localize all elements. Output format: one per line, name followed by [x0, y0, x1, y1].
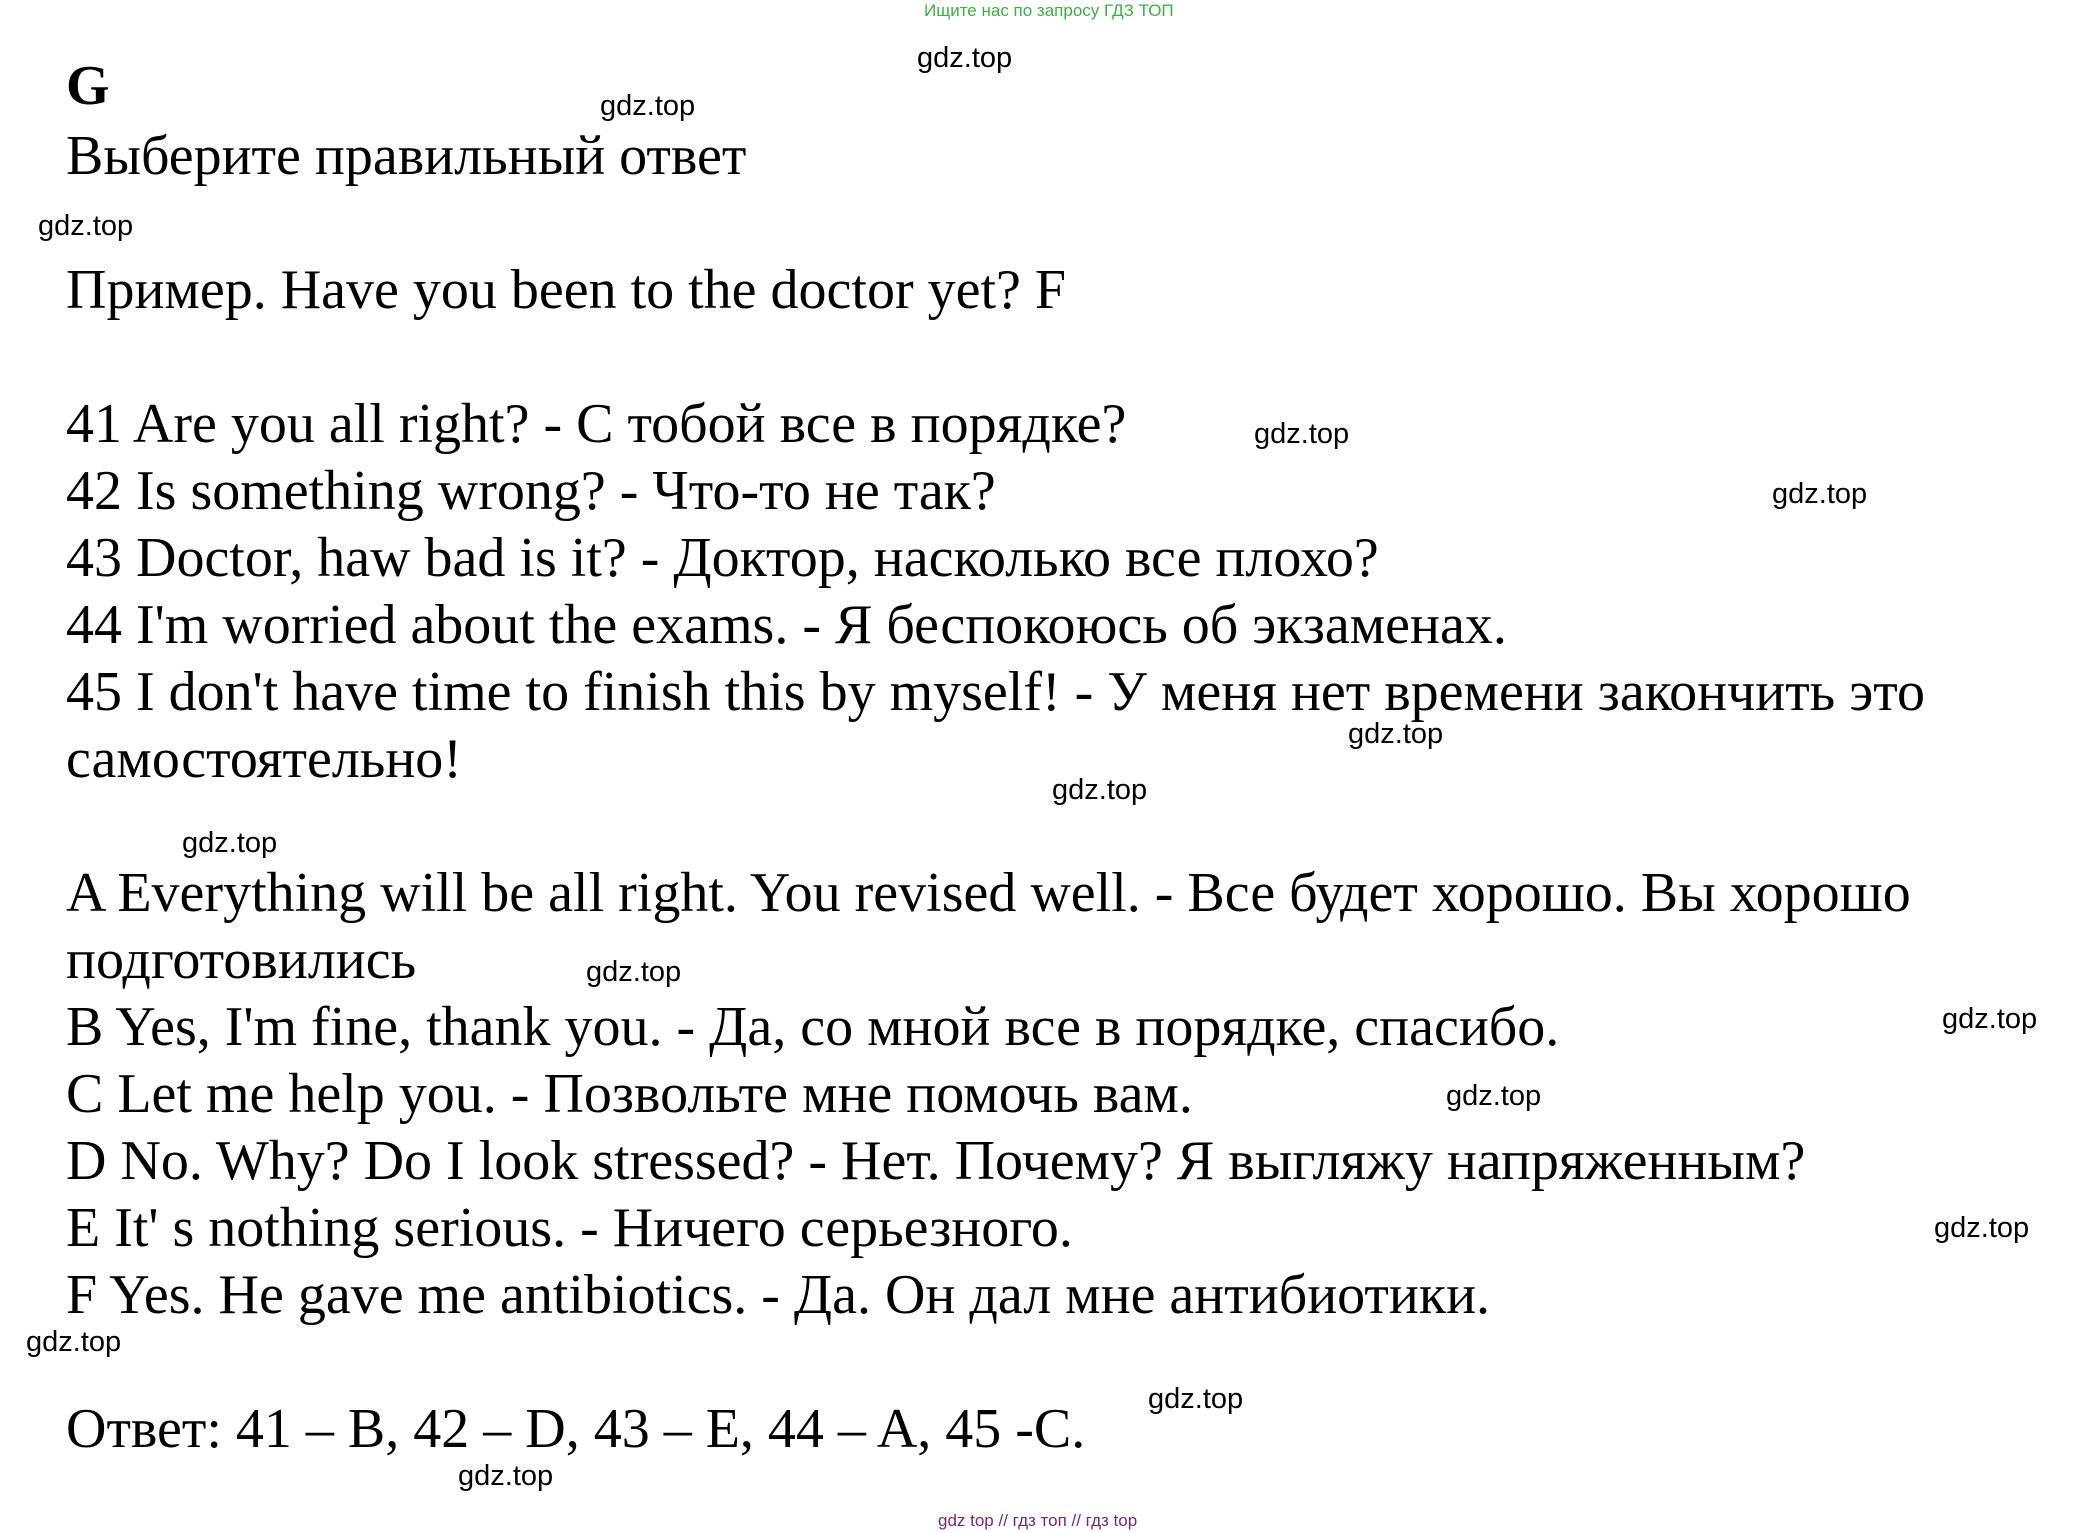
watermark: gdz.top: [38, 210, 134, 242]
result-text: Ответ: 41 – B, 42 – D, 43 – E, 44 – A, 45 -C.: [66, 1398, 1086, 1460]
answer-f: F Yes. He gave me antibiotics. - Да. Он дал мне антибиотики.: [66, 1264, 1491, 1326]
answer-a: A Everything will be all right. You revised well. - Все будет хорошо. Вы хорошо: [66, 862, 1911, 924]
question-44: 44 I'm worried about the exams. - Я беспокоюсь об экзаменах.: [66, 594, 1507, 656]
question-45-continued: самостоятельно!: [66, 728, 462, 790]
answer-c: C Let me help you. - Позвольте мне помочь вам.: [66, 1063, 1193, 1125]
section-heading: G: [66, 55, 110, 117]
watermark: gdz.top: [1148, 1383, 1244, 1415]
watermark: gdz.top: [26, 1326, 122, 1358]
watermark: gdz.top: [1446, 1080, 1542, 1112]
watermark: gdz.top: [1934, 1212, 2030, 1244]
answer-e: E It' s nothing serious. - Ничего серьезного.: [66, 1197, 1073, 1259]
answer-a-continued: подготовились: [66, 929, 417, 991]
watermark: gdz.top: [458, 1460, 554, 1492]
answer-b: B Yes, I'm fine, thank you. - Да, со мной все в порядке, спасибо.: [66, 996, 1560, 1058]
bottom-banner[interactable]: gdz top // гдз топ // гдз top: [938, 1511, 1138, 1530]
example-text: Пример. Have you been to the doctor yet? F: [66, 259, 1067, 321]
answer-d: D No. Why? Do I look stressed? - Нет. Почему? Я выгляжу напряженным?: [66, 1130, 1806, 1192]
watermark: gdz.top: [1254, 418, 1350, 450]
question-41: 41 Are you all right? - С тобой все в порядке?: [66, 393, 1127, 455]
watermark: gdz.top: [917, 42, 1013, 74]
instruction-text: Выберите правильный ответ: [66, 125, 747, 187]
question-43: 43 Doctor, haw bad is it? - Доктор, насколько все плохо?: [66, 527, 1379, 589]
watermark: gdz.top: [1942, 1003, 2038, 1035]
watermark: gdz.top: [1052, 774, 1148, 806]
watermark: gdz.top: [1772, 478, 1868, 510]
watermark: gdz.top: [586, 956, 682, 988]
question-45: 45 I don't have time to finish this by myself! - У меня нет времени закончить это: [66, 661, 1925, 723]
top-banner[interactable]: Ищите нас по запросу ГДЗ ТОП: [924, 1, 1174, 20]
watermark: gdz.top: [1348, 718, 1444, 750]
question-42: 42 Is something wrong? - Что-то не так?: [66, 460, 996, 522]
watermark: gdz.top: [600, 90, 696, 122]
watermark: gdz.top: [182, 827, 278, 859]
